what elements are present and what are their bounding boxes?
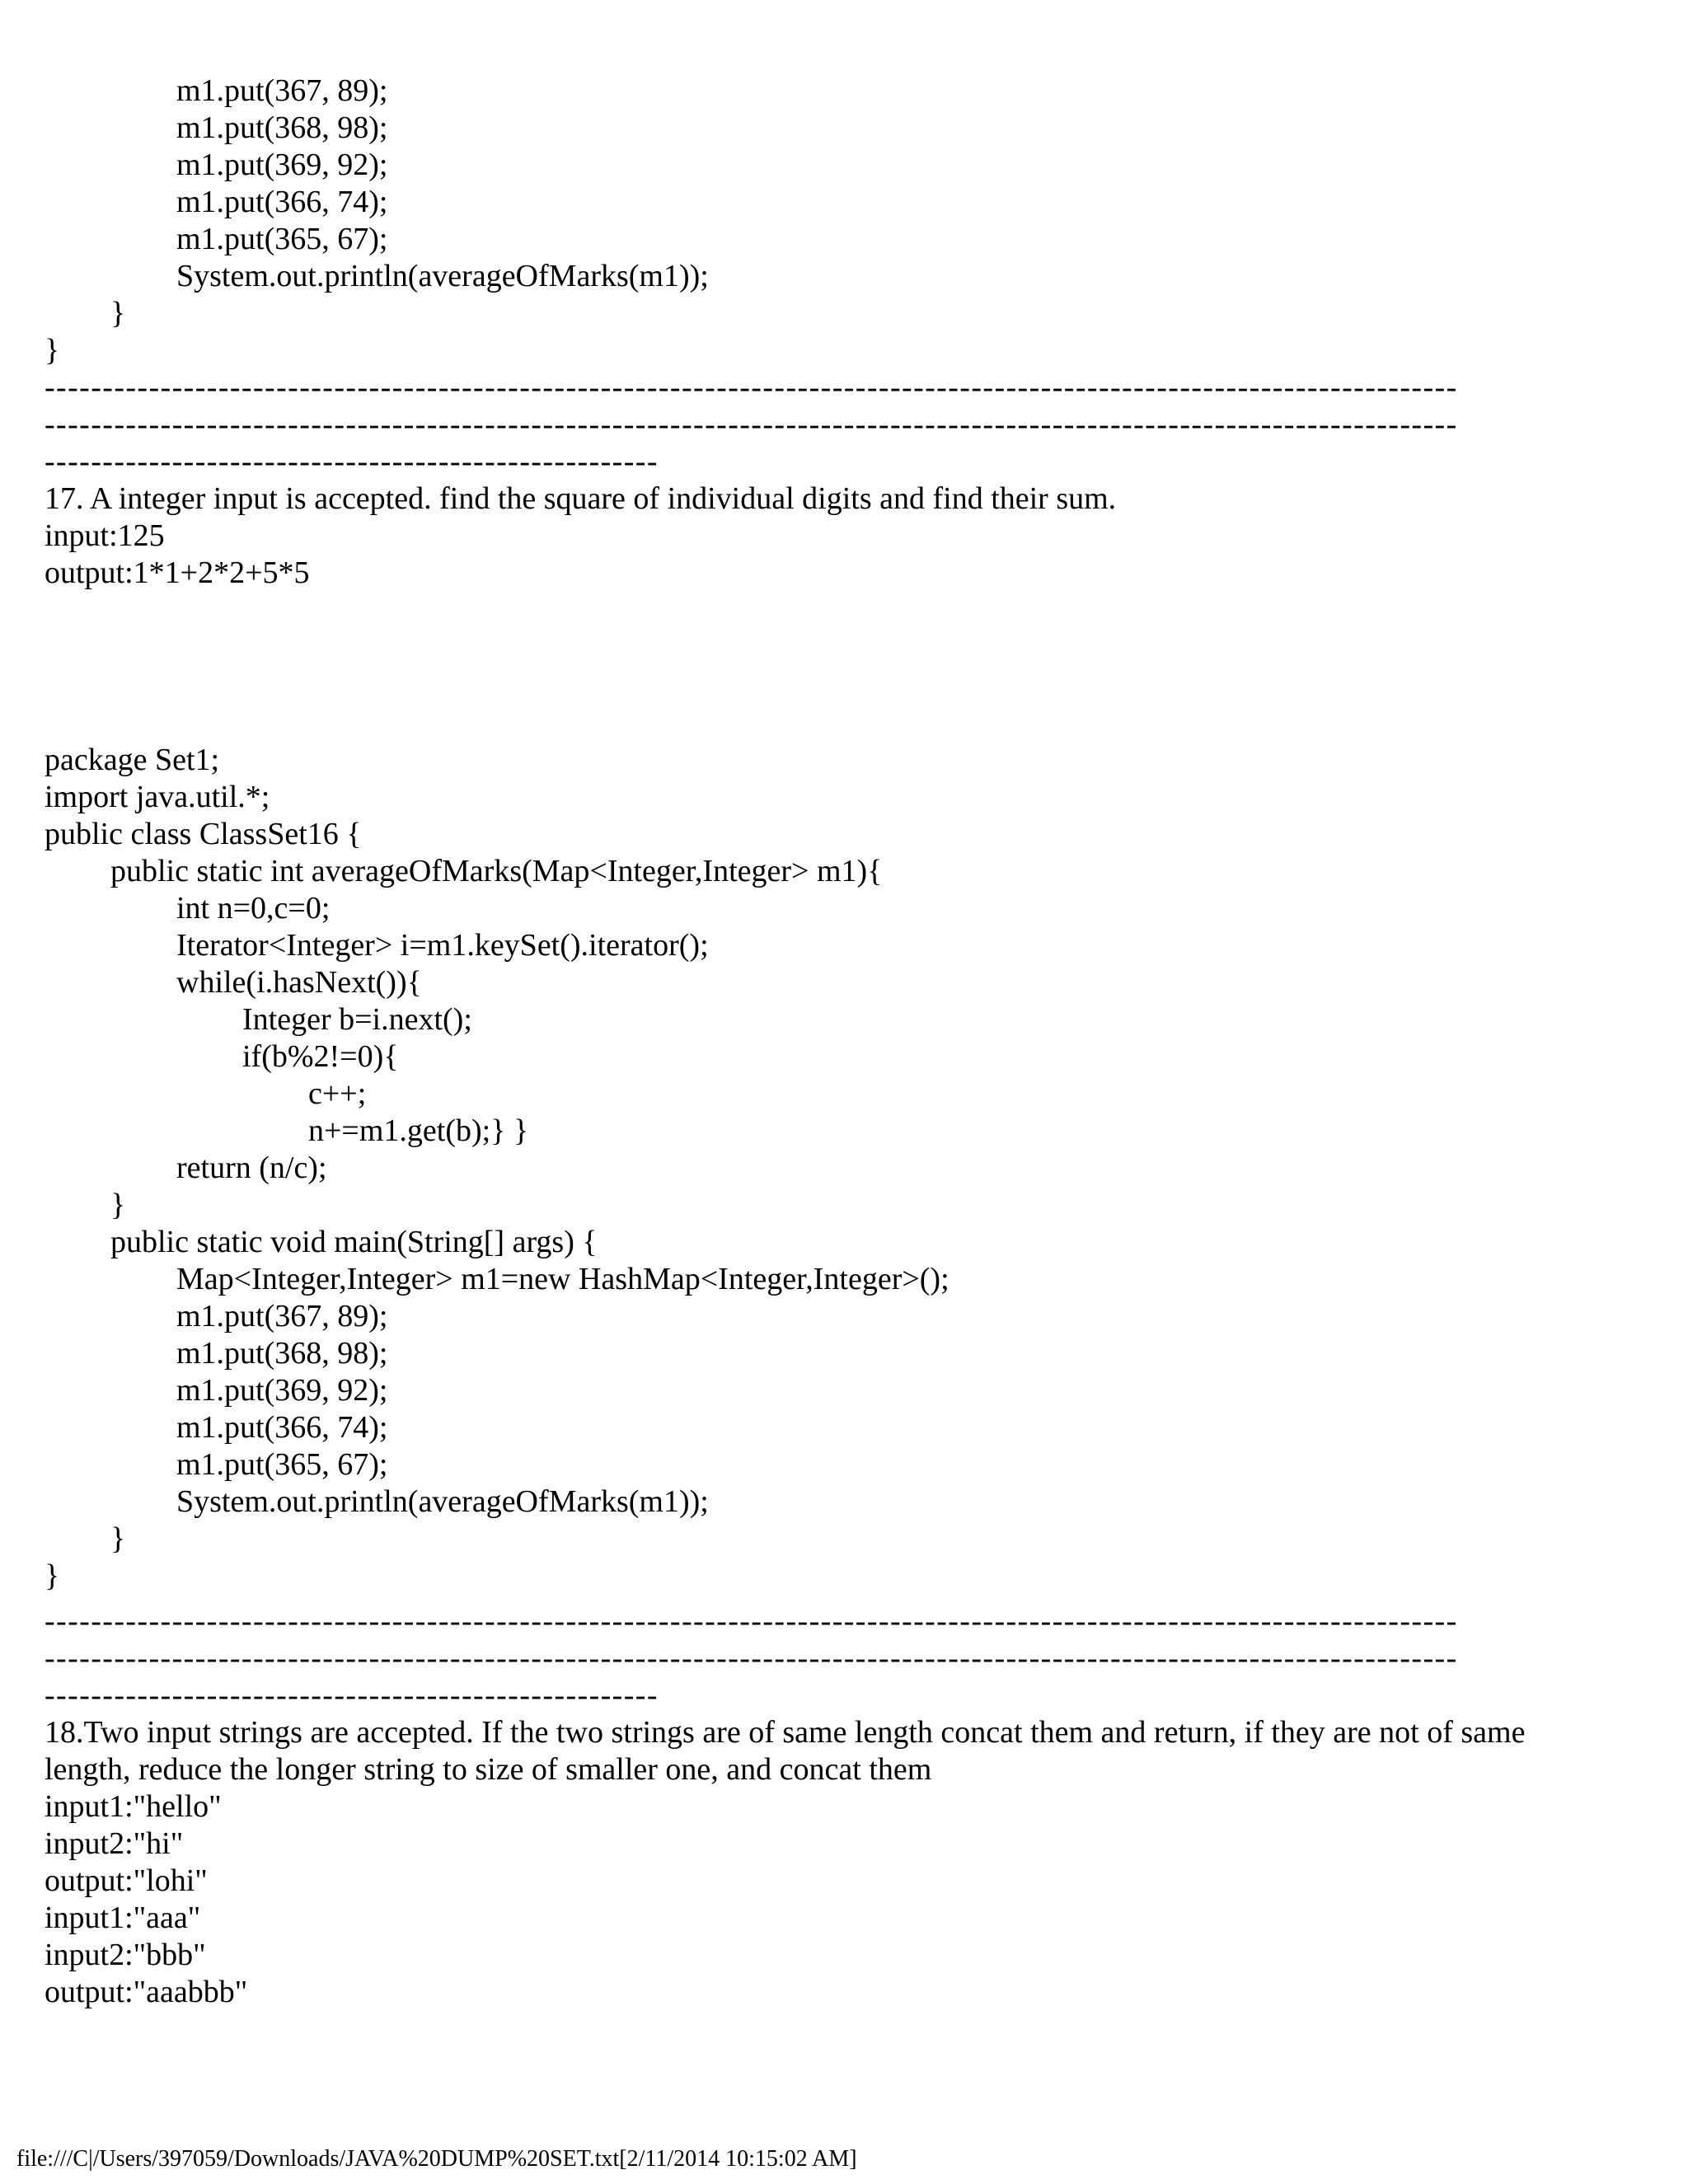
code-line: Iterator<Integer> i=m1.keySet().iterator(); [176, 928, 709, 963]
code-line: public static void main(String[] args) { [110, 1225, 598, 1259]
code-line: } [110, 1521, 126, 1556]
separator-line: -------------------------------------------------------------------------------------------------------------------------- [45, 1604, 1458, 1638]
question-17-title: 17. A integer input is accepted. find the square of individual digits and find their sum. [45, 481, 1117, 516]
code-line: m1.put(365, 67); [176, 222, 388, 256]
code-line: import java.util.*; [45, 780, 270, 814]
question-18-line2: length, reduce the longer string to size of smaller one, and concat them [45, 1752, 932, 1787]
code-line: return (n/c); [176, 1151, 327, 1185]
code-line: package Set1; [45, 743, 220, 777]
code-line: public class ClassSet16 { [45, 817, 362, 851]
code-line: m1.put(368, 98); [176, 110, 388, 145]
code-line: m1.put(368, 98); [176, 1336, 388, 1371]
code-line: m1.put(369, 92); [176, 148, 388, 182]
question-18-line1: 18.Two input strings are accepted. If the two strings are of same length concat them and return, if they are not of same [45, 1715, 1526, 1750]
separator-line: ----------------------------------------------------- [45, 1678, 659, 1713]
code-line: } [45, 1558, 60, 1593]
question-17-input: input:125 [45, 518, 165, 553]
file-path-footer: file:///C|/Users/397059/Downloads/JAVA%20DUMP%20SET.txt[2/11/2014 10:15:02 AM] [16, 2146, 857, 2172]
code-line: int n=0,c=0; [176, 891, 331, 926]
separator-line: ----------------------------------------------------- [45, 444, 659, 479]
code-line: c++; [308, 1076, 367, 1111]
code-line: Map<Integer,Integer> m1=new HashMap<Integer,Integer>(); [176, 1262, 950, 1296]
code-line: } [110, 296, 126, 330]
code-line: m1.put(367, 89); [176, 73, 388, 108]
code-line: System.out.println(averageOfMarks(m1)); [176, 1484, 709, 1519]
code-line: n+=m1.get(b);} } [308, 1113, 529, 1148]
code-line: m1.put(369, 92); [176, 1373, 388, 1408]
question-18-example: input2:"hi" [45, 1826, 184, 1861]
code-line: Integer b=i.next(); [242, 1002, 472, 1037]
question-18-example: output:"lohi" [45, 1863, 208, 1898]
code-line: if(b%2!=0){ [242, 1039, 399, 1074]
separator-line: -------------------------------------------------------------------------------------------------------------------------- [45, 370, 1458, 405]
question-18-example: output:"aaabbb" [45, 1975, 248, 2009]
code-line: } [110, 1188, 126, 1222]
code-line: m1.put(366, 74); [176, 185, 388, 219]
code-line: m1.put(367, 89); [176, 1299, 388, 1333]
code-line: m1.put(365, 67); [176, 1447, 388, 1482]
code-line: } [45, 333, 60, 368]
code-line: while(i.hasNext()){ [176, 965, 422, 1000]
question-18-example: input1:"aaa" [45, 1900, 201, 1935]
code-line: m1.put(366, 74); [176, 1410, 388, 1445]
separator-line: -------------------------------------------------------------------------------------------------------------------------- [45, 1641, 1458, 1675]
question-17-output: output:1*1+2*2+5*5 [45, 555, 310, 590]
code-line: public static int averageOfMarks(Map<Integer,Integer> m1){ [110, 854, 883, 888]
separator-line: -------------------------------------------------------------------------------------------------------------------------- [45, 407, 1458, 442]
code-line: System.out.println(averageOfMarks(m1)); [176, 259, 709, 293]
question-18-example: input2:"bbb" [45, 1938, 206, 1972]
question-18-example: input1:"hello" [45, 1789, 222, 1824]
